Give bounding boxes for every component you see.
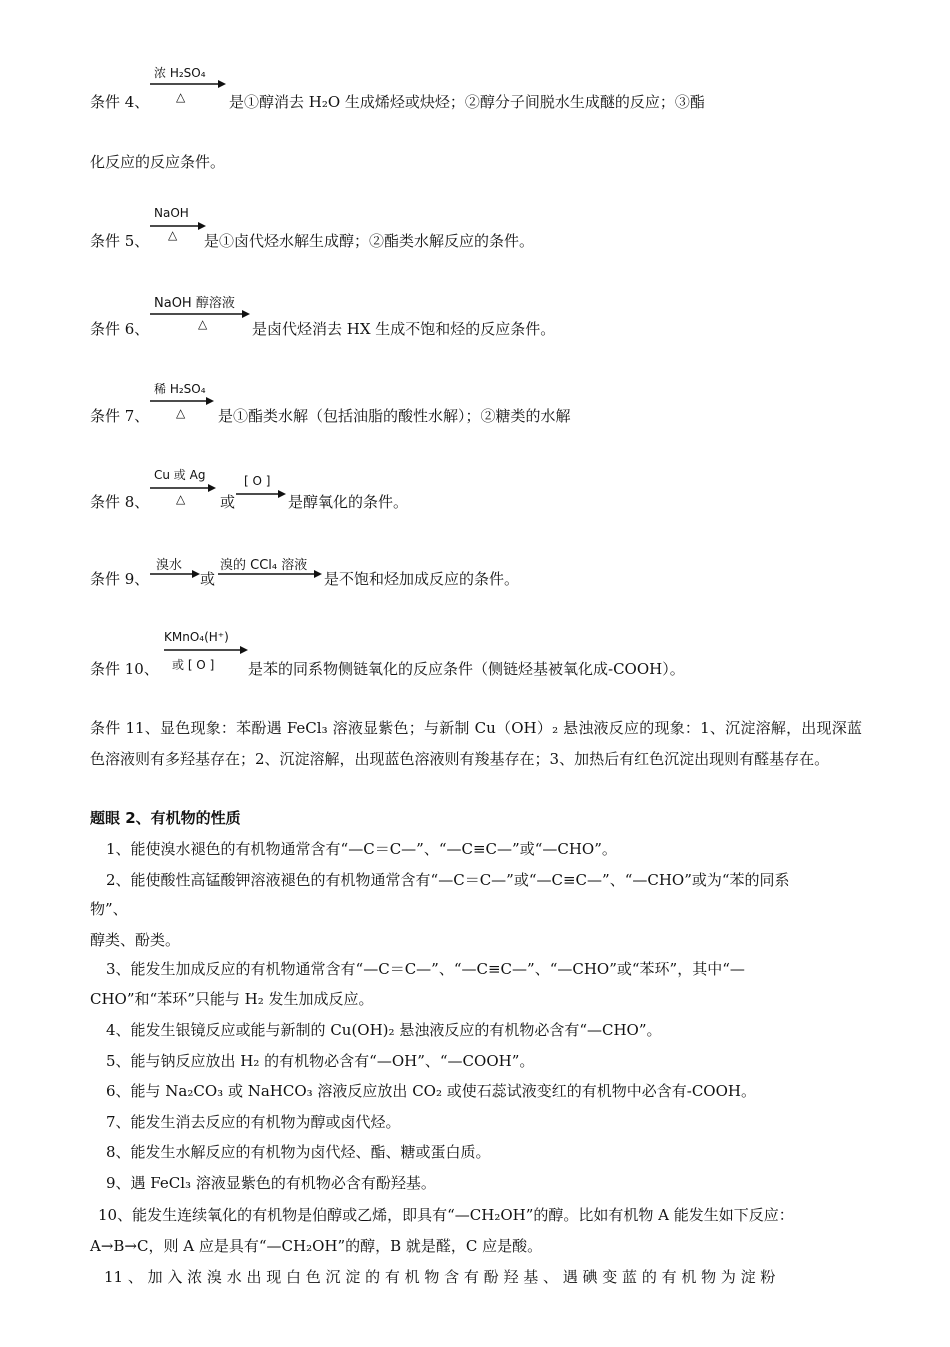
reaction-arrow-icon — [164, 645, 248, 655]
cond8-arrow-bottom: △ — [176, 492, 186, 506]
list-item: 9、遇 FeCl₃ 溶液显紫色的有机物必含有酚羟基。 — [106, 1174, 436, 1192]
list-item: 醇类、酚类。 — [90, 931, 181, 949]
cond9-or: 或 — [200, 570, 216, 588]
cond9-arrow-top: 溴水 — [156, 558, 183, 573]
cond8-arrow — [150, 466, 216, 510]
list-item: 1、能使溴水褪色的有机物通常含有“—C＝C—”、“—C≡C—”或“—CHO”。 — [106, 840, 617, 858]
cond7-arrow-bottom: △ — [176, 406, 186, 420]
cond8-text: 是醇氧化的条件。 — [288, 493, 409, 511]
cond7-label: 条件 7、 — [90, 407, 150, 425]
cond9-arrow — [150, 554, 200, 584]
list-item: 11 、 加 入 浓 溴 水 出 现 白 色 沉 淀 的 有 机 物 含 有 酚 羟 基 、 遇 碘 变 蓝 的 有 机 物 为 淀 粉 — [104, 1268, 776, 1286]
cond4-label: 条件 4、 — [90, 93, 150, 111]
cond11-paragraph: 条件 11、显色现象：苯酚遇 FeCl₃ 溶液显紫色；与新制 Cu（OH）₂ 悬浊液反应的现象：1、沉淀溶解，出现深蓝色溶液则有多羟基存在；2、沉淀溶解，出现蓝色溶液则有羧基存在；3、加热后有红色沉淀出现则有醛基存在。 — [90, 719, 862, 768]
cond9-arrow2-top: 溴的 CCl₄ 溶液 — [220, 558, 308, 573]
list-item: 10、能发生连续氧化的有机物是伯醇或乙烯，即具有“—CH₂OH”的醇。比如有机物 A 能发生如下反应： — [98, 1206, 794, 1224]
cond8-arrow2-top: [ O ] — [244, 474, 271, 488]
cond10-arrow-top: KMnO₄(H⁺) — [164, 630, 229, 644]
cond8-arrow-top: Cu 或 Ag — [154, 468, 206, 482]
cond6-arrow-bottom: △ — [198, 317, 208, 331]
list-item: 2、能使酸性高锰酸钾溶液褪色的有机物通常含有“—C＝C—”或“—C≡C—”、“—CHO”或为“苯的同系 — [106, 871, 790, 889]
list-item: 7、能发生消去反应的有机物为醇或卤代烃。 — [106, 1113, 401, 1131]
reaction-arrow-icon — [150, 79, 226, 89]
cond8-label: 条件 8、 — [90, 493, 150, 511]
cond6-arrow-top: NaOH 醇溶液 — [154, 296, 235, 311]
cond4-arrow-top: 浓 H₂SO₄ — [154, 66, 206, 80]
cond8-or: 或 — [220, 493, 236, 511]
list-item: A→B→C，则 A 应是具有“—CH₂OH”的醇，B 就是醛，C 应是酸。 — [90, 1237, 543, 1255]
section-heading: 题眼 2、有机物的性质 — [90, 809, 241, 827]
cond9-arrow2 — [218, 554, 322, 584]
cond7-arrow-top: 稀 H₂SO₄ — [154, 382, 206, 396]
cond9-label: 条件 9、 — [90, 570, 150, 588]
cond7-text: 是①酯类水解（包括油脂的酸性水解）；②糖类的水解 — [218, 407, 571, 425]
cond10-arrow — [164, 630, 248, 674]
cond4-text2: 化反应的反应条件。 — [90, 153, 226, 171]
cond5-label: 条件 5、 — [90, 232, 150, 250]
list-item: 3、能发生加成反应的有机物通常含有“—C＝C—”、“—C≡C—”、“—CHO”或“苯环”，其中“— — [106, 960, 745, 978]
reaction-arrow-icon — [236, 489, 286, 499]
list-item: CHO”和“苯环”只能与 H₂ 发生加成反应。 — [90, 990, 374, 1008]
cond8-arrow2 — [236, 474, 286, 504]
cond4-arrow — [150, 64, 226, 108]
cond5-text: 是①卤代烃水解生成醇；②酯类水解反应的条件。 — [204, 232, 535, 250]
cond5-arrow-top: NaOH — [154, 206, 189, 220]
reaction-arrow-icon — [218, 569, 322, 579]
reaction-arrow-icon — [150, 569, 200, 579]
cond7-arrow — [150, 380, 214, 424]
cond6-text: 是卤代烃消去 HX 生成不饱和烃的反应条件。 — [252, 320, 556, 338]
list-item: 8、能发生水解反应的有机物为卤代烃、酯、糖或蛋白质。 — [106, 1143, 491, 1161]
cond4-text: 是①醇消去 H₂O 生成烯烃或炔烃；②醇分子间脱水生成醚的反应；③酯 — [229, 93, 705, 111]
cond6-label: 条件 6、 — [90, 320, 150, 338]
cond10-text: 是苯的同系物侧链氧化的反应条件（侧链烃基被氧化成-COOH）。 — [248, 660, 685, 678]
list-item: 4、能发生银镜反应或能与新制的 Cu(OH)₂ 悬浊液反应的有机物必含有“—CHO”。 — [106, 1021, 662, 1039]
cond5-arrow — [150, 206, 206, 246]
reaction-arrow-icon — [150, 221, 206, 231]
reaction-arrow-icon — [150, 396, 214, 406]
cond9-text: 是不饱和烃加成反应的条件。 — [324, 570, 520, 588]
cond10-arrow-bottom: 或 [ O ] — [172, 658, 215, 672]
cond10-label: 条件 10、 — [90, 660, 159, 678]
cond4-arrow-bottom: △ — [176, 90, 186, 104]
list-item: 物”、 — [90, 900, 128, 918]
cond6-arrow — [150, 292, 250, 332]
list-item: 6、能与 Na₂CO₃ 或 NaHCO₃ 溶液反应放出 CO₂ 或使石蕊试液变红的有机物中必含有-COOH。 — [106, 1082, 756, 1100]
cond5-arrow-bottom: △ — [168, 228, 178, 242]
list-item: 5、能与钠反应放出 H₂ 的有机物必含有“—OH”、“—COOH”。 — [106, 1052, 535, 1070]
